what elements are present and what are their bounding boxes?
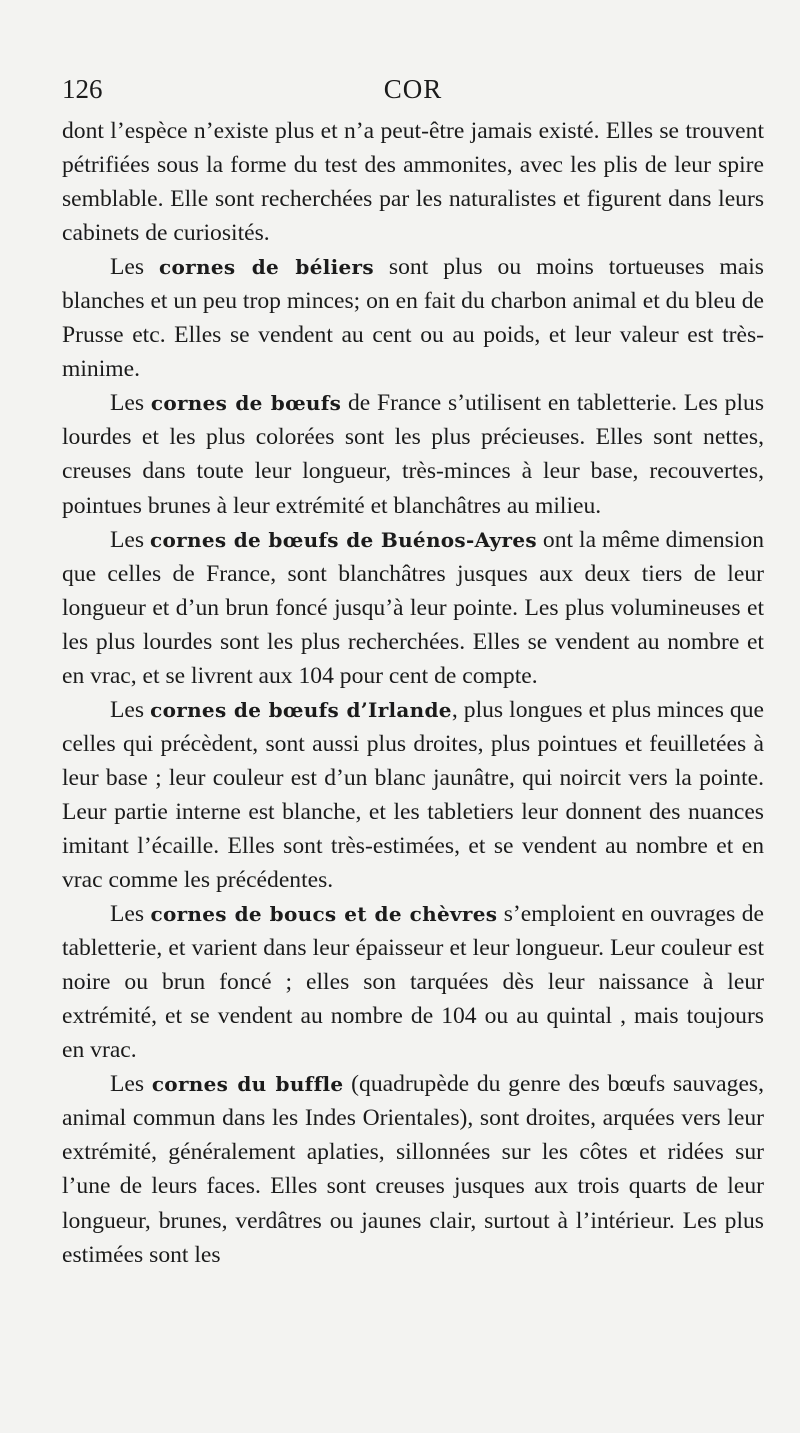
text-run: Les xyxy=(110,390,151,417)
body-text xyxy=(62,114,764,1272)
keyword-term: cornes de bœufs d’Irlande xyxy=(150,697,452,722)
keyword-term: cornes de boucs et de chèvres xyxy=(150,902,498,927)
text-run: Les xyxy=(110,254,160,281)
paragraph xyxy=(62,114,764,250)
running-head: COR xyxy=(383,74,443,104)
keyword-term: cornes de bœufs xyxy=(150,391,342,416)
paragraph xyxy=(62,523,764,693)
paragraph xyxy=(62,897,764,1067)
text-run: de France s’utilisent en tabletterie. Les plus lourdes et les plus colorées sont les plus précieuses. Elles sont nettes, creuses dans toute leur longueur, très-minces à leur base, recouvertes, pointues brunes à leur extrémité et blanchâtres au milieu. xyxy=(62,390,765,519)
text-run: s’emploient en ouvrages de tabletterie, et varient dans leur épaisseur et leur longueur. Leur couleur est noire ou brun foncé ; elles son tarquées dès leur naissance à leur extrémité, et se vendent au nombre de 104 ou au quintal , mais toujours en vrac. xyxy=(62,901,764,1064)
text-run: dont l’espèce n’existe plus et n’a peut-être jamais existé. Elles se trouvent pétrifiées sous la forme du test des ammonites, avec les plis de leur spire semblable. Elle sont recherchées par les naturalistes et figurent dans leurs cabinets de curiosités. xyxy=(62,118,764,247)
keyword-term: cornes de bœufs de Buénos-Ayres xyxy=(150,527,537,552)
paragraph xyxy=(62,1067,764,1271)
text-run: Les xyxy=(110,696,151,723)
paragraph xyxy=(62,250,764,386)
paragraph xyxy=(62,386,764,522)
keyword-term: cornes de béliers xyxy=(159,255,374,280)
text-run: ont la même dimension que celles de France, sont blanchâtres jusques aux deux tiers de leur longueur et d’un brun foncé jusqu’à leur pointe. Les plus volumineuses et les plus lourdes sont les plus recherchées. Elles se vendent au nombre et en vrac, et se livrent aux 104 pour cent de compte. xyxy=(62,526,764,689)
text-run: Les xyxy=(110,526,151,553)
page-number: 126 xyxy=(62,74,103,104)
text-run: sont plus ou moins tortueuses mais blanches et un peu trop minces; on en fait du charbon animal et du bleu de Prusse etc. Elles se vendent au cent ou au poids, et leur valeur est très-minime. xyxy=(62,254,764,383)
page-header xyxy=(62,74,764,114)
text-run: Les xyxy=(110,901,151,928)
text-run: Les xyxy=(110,1071,152,1098)
text-run: , plus longues et plus minces que celles qui précèdent, sont aussi plus droites, plus pointues et feuilletées à leur base ; leur couleur est d’un blanc jaunâtre, qui noircit vers la pointe. Leur partie interne est blanche, et les tabletiers leur donnent des nuances imitant l’écaille. Elles sont très-estimées, et se vendent au nombre et en vrac comme les précédentes. xyxy=(62,696,764,894)
keyword-term: cornes du buffle xyxy=(151,1072,344,1097)
paragraph xyxy=(62,693,764,897)
text-run: (quadrupède du genre des bœufs sauvages, animal commun dans les Indes Orientales), sont droites, arquées vers leur extrémité, généralement aplaties, sillonnées sur les côtes et ridées sur l’une de leurs faces. Elles sont creuses jusques aux trois quarts de leur longueur, brunes, verdâtres ou jaunes clair, surtout à l’intérieur. Les plus estimées sont les xyxy=(62,1071,765,1268)
